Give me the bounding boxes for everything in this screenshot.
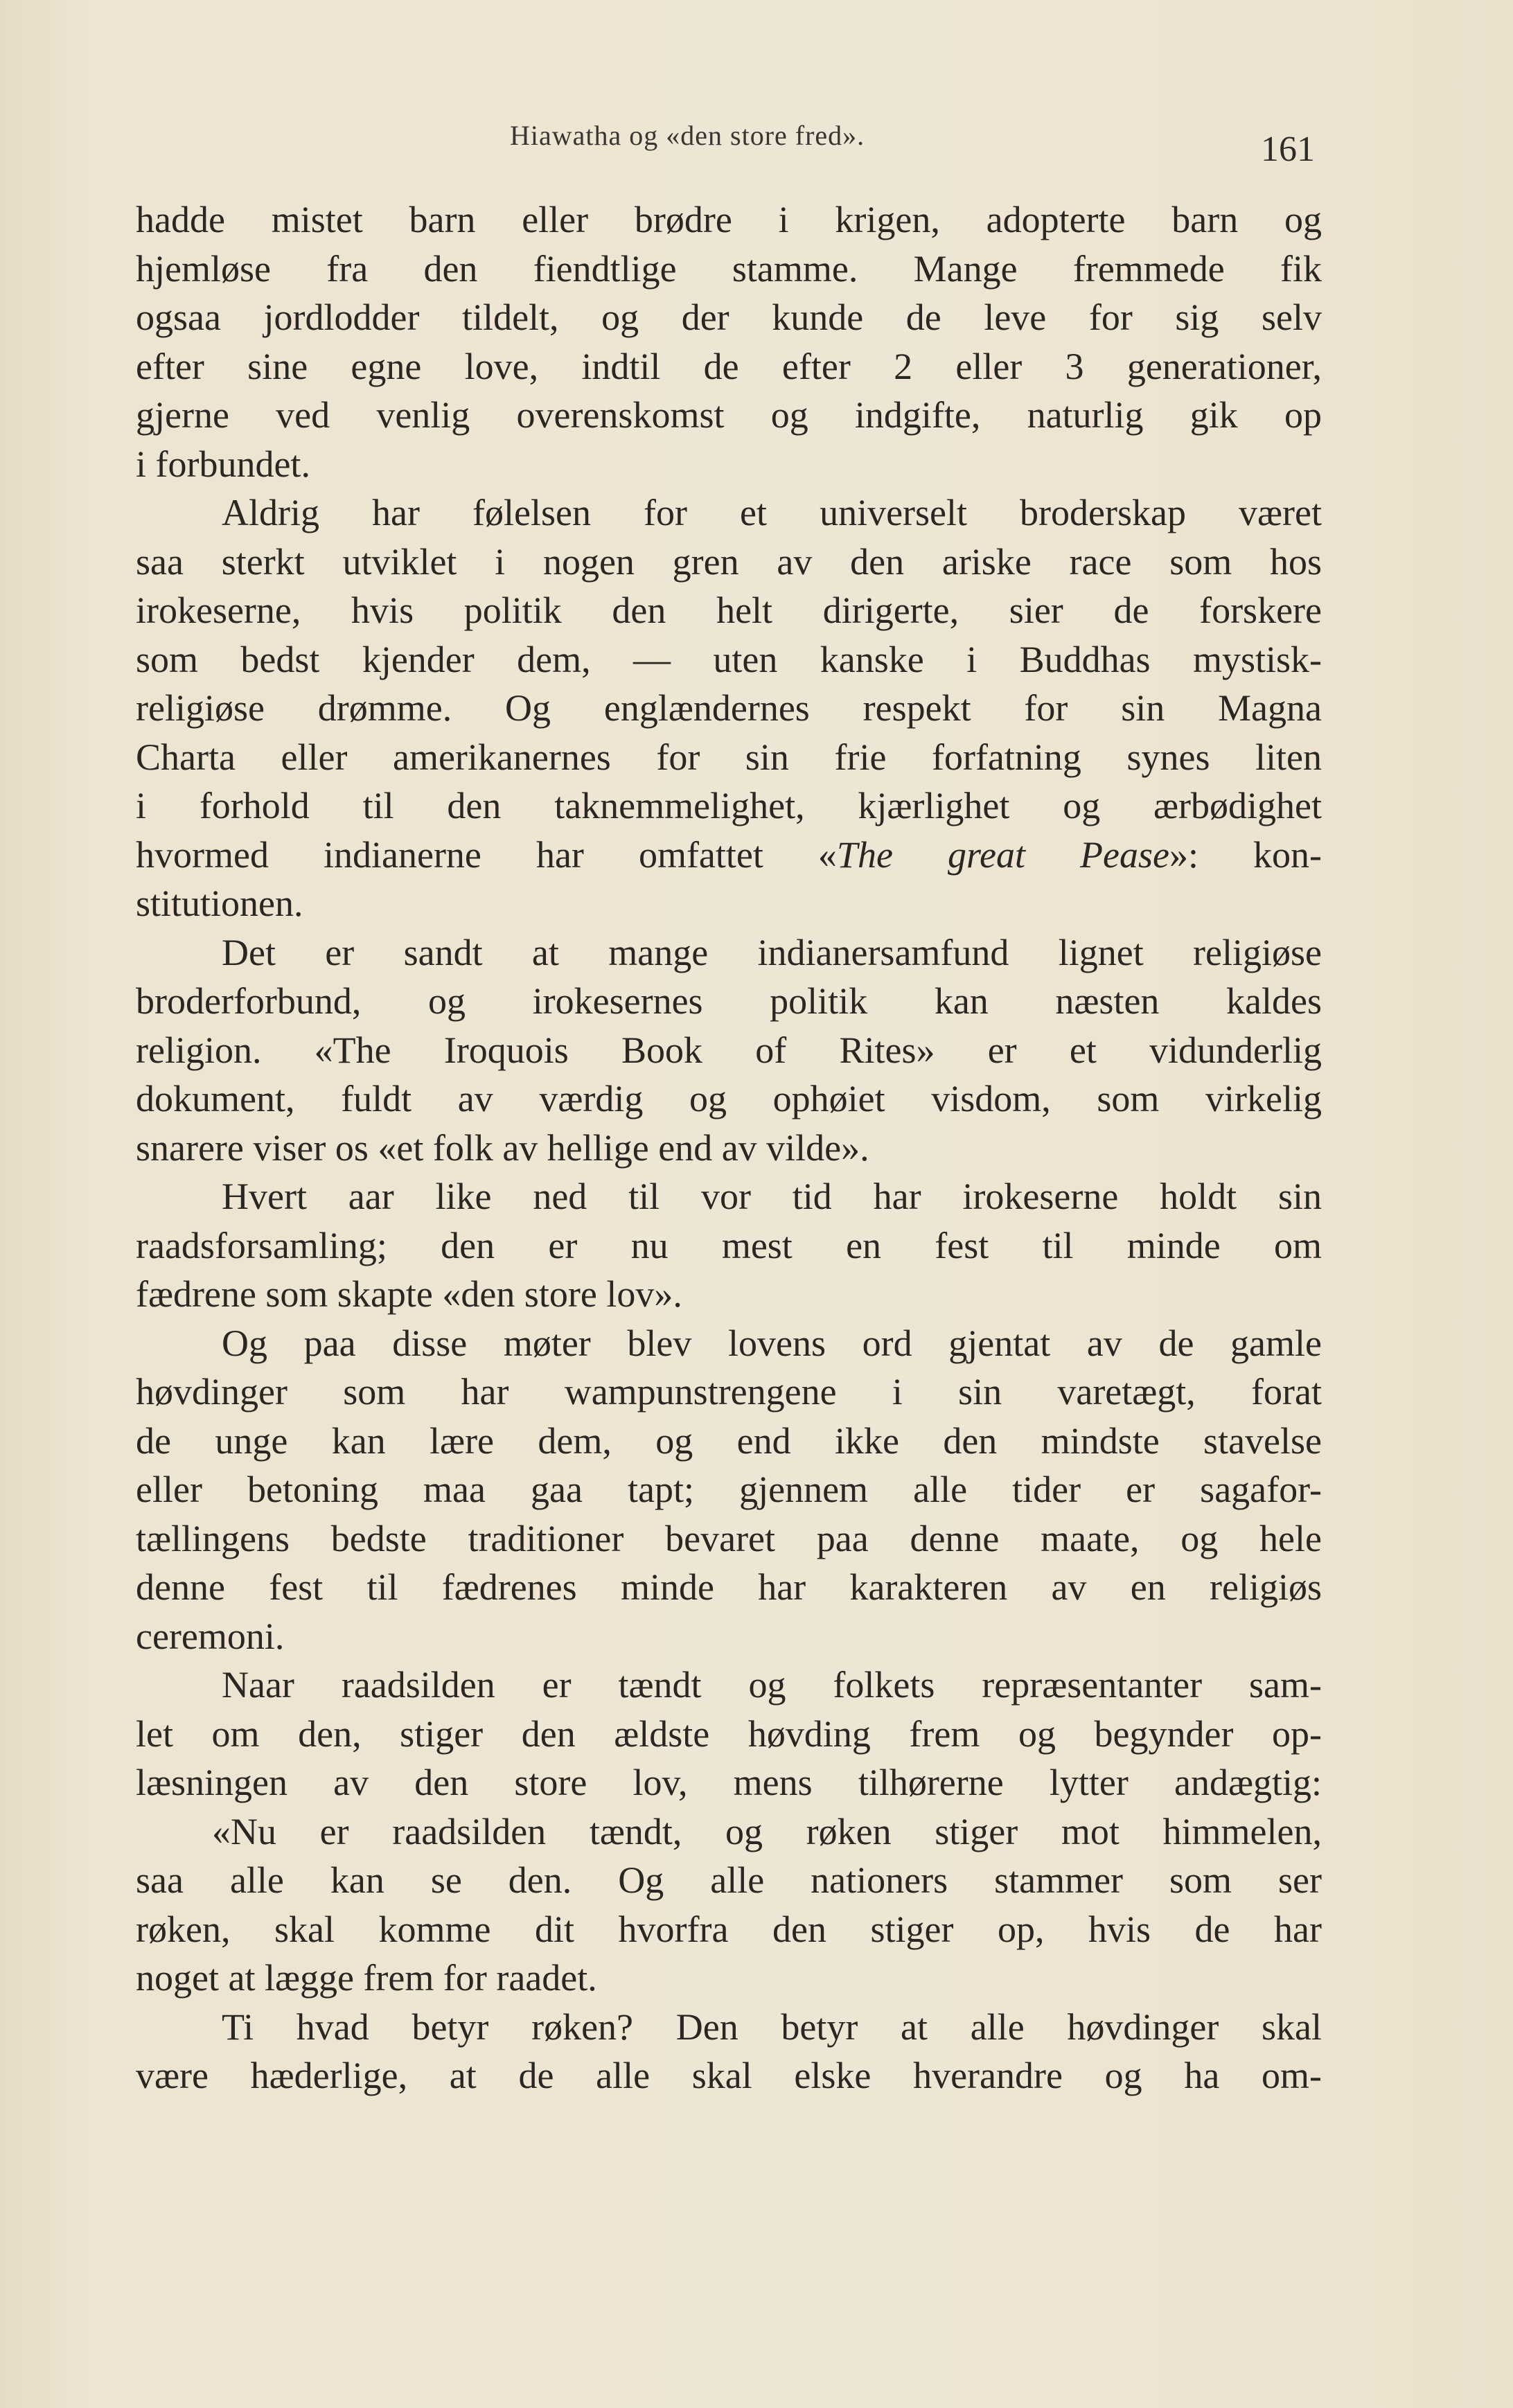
text-line: broderforbund, og irokesernes politik kan næsten kaldes <box>136 980 1322 1022</box>
text-line: «Nu er raadsilden tændt, og røken stiger mot himmelen, <box>212 1810 1322 1852</box>
text-line: noget at lægge frem for raadet. <box>136 1957 597 1999</box>
text-run: »: kon- <box>1169 833 1322 876</box>
text-line: let om den, stiger den ældste høvding frem og begynder op- <box>136 1712 1322 1755</box>
text-line: Charta eller amerikanernes for sin frie forfatning synes liten <box>136 736 1322 778</box>
body-text <box>136 195 1322 2100</box>
text-line: eller betoning maa gaa tapt; gjennem alle tider er sagafor- <box>136 1469 1322 1510</box>
text-line: hadde mistet barn eller brødre i krigen, adopterte barn og <box>136 199 1322 240</box>
text-line: denne fest til fædrenes minde har karakteren av en religiøs <box>136 1566 1322 1608</box>
text-line: Hvert aar like ned til vor tid har irokeserne holdt sin <box>222 1176 1322 1217</box>
text-line: stitutionen. <box>136 883 303 924</box>
running-title: Hiawatha og «den store fred». <box>510 120 865 151</box>
text-line: raadsforsamling; den er nu mest en fest til minde om <box>136 1224 1322 1266</box>
text-line: Aldrig har følelsen for et universelt broderskap været <box>222 492 1322 533</box>
text-run: hvormed indianerne har omfattet « <box>136 833 837 876</box>
text-line: høvdinger som har wampunstrengene i sin varetægt, forat <box>136 1371 1322 1413</box>
text-line: snarere viser os «et folk av hellige end av vilde». <box>136 1126 869 1169</box>
text-line: Og paa disse møter blev lovens ord gjentat av de gamle <box>222 1322 1322 1364</box>
text-line: dokument, fuldt av værdig og ophøiet visdom, som virkelig <box>136 1078 1322 1119</box>
text-line: som bedst kjender dem, — uten kanske i Buddhas mystisk- <box>136 638 1322 680</box>
text-line: ceremoni. <box>136 1615 285 1657</box>
text-line: religiøse drømme. Og englændernes respekt for sin Magna <box>136 687 1322 729</box>
text-line: Det er sandt at mange indianersamfund lignet religiøse <box>222 931 1322 973</box>
text-line: i forhold til den taknemmelighet, kjærlighet og ærbødighet <box>136 785 1322 826</box>
text-line: ogsaa jordlodder tildelt, og der kunde de leve for sig selv <box>136 296 1322 338</box>
text-line: saa sterkt utviklet i nogen gren av den ariske race som hos <box>136 540 1322 583</box>
text-line: hjemløse fra den fiendtlige stamme. Mange fremmede fik <box>136 247 1322 290</box>
text-line: Naar raadsilden er tændt og folkets repræsentanter sam- <box>222 1664 1322 1706</box>
text-line-with-italic <box>136 831 1322 880</box>
text-line: de unge kan lære dem, og end ikke den mindste stavelse <box>136 1419 1322 1462</box>
text-line: i forbundet. <box>136 443 310 485</box>
text-line: røken, skal komme dit hvorfra den stiger op, hvis de har <box>136 1908 1322 1950</box>
page-number: 161 <box>1261 130 1315 169</box>
text-line: være hæderlige, at de alle skal elske hverandre og ha om- <box>136 2055 1322 2096</box>
text-line: gjerne ved venlig overenskomst og indgifte, naturlig gik op <box>136 394 1322 436</box>
text-line: læsningen av den store lov, mens tilhørerne lytter andægtig: <box>136 1762 1322 1803</box>
text-line: efter sine egne love, indtil de efter 2 eller 3 generationer, <box>136 345 1322 387</box>
text-line: Ti hvad betyr røken? Den betyr at alle høvdinger skal <box>222 2006 1322 2048</box>
text-line: saa alle kan se den. Og alle nationers stammer som ser <box>136 1859 1322 1901</box>
text-line: fædrene som skapte «den store lov». <box>136 1273 682 1315</box>
text-line: religion. «The Iroquois Book of Rites» er et vidunderlig <box>136 1029 1322 1071</box>
italic-title: The great Pease <box>836 833 1169 876</box>
text-line: tællingens bedste traditioner bevaret paa denne maate, og hele <box>136 1517 1322 1559</box>
text-line: irokeserne, hvis politik den helt dirigerte, sier de forskere <box>136 590 1322 631</box>
